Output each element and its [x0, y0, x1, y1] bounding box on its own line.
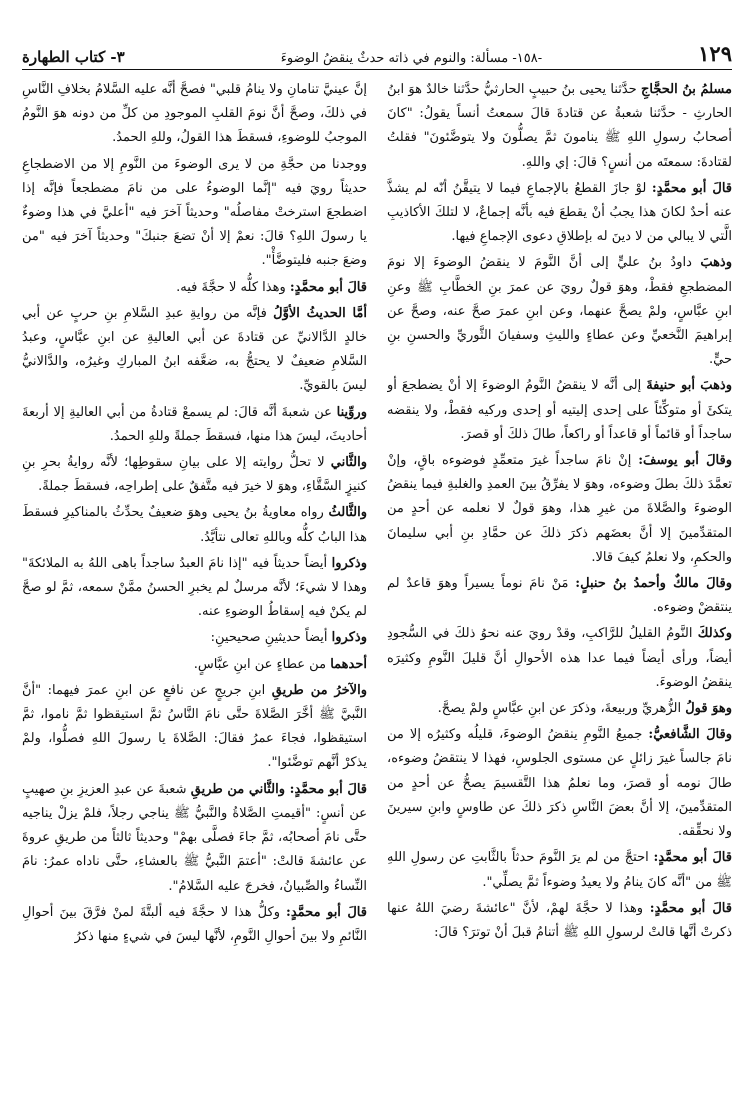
paragraph [22, 679, 367, 776]
paragraph [387, 622, 732, 695]
paragraph-lead: والثَّالثُ [328, 505, 367, 521]
paragraph-lead: وكذلكَ [697, 626, 732, 642]
paragraph-lead: وقالَ أبو يوسفَ: [638, 453, 732, 469]
paragraph-lead: وذكروا [331, 555, 367, 571]
paragraph-lead: وهوَ قولُ [685, 701, 732, 717]
paragraph-text: وهذا لا حجَّةَ لهمْ، لأنَّ "عائشةَ رضيَ اللهُ عنها ذكرتْ أنَّها قالتْ لرسولِ اللهِ ﷺ أتنامُ قبلَ أنْ توترَ؟ قالَ: [387, 900, 732, 940]
paragraph-text: حدَّثنا يحيى بنُ حبيبٍ الحارثيُّ حدَّثنا خالدٌ هوَ ابنُ الحارثِ - حدَّثنا شعبةُ عن قتادةَ قالَ سمعتُ أنساً يقولُ: "كانَ أصحابُ رسولِ اللهِ ﷺ ينامونَ ثمَّ يصلُّونَ ولا يتوضَّئونَ" فقلتُ لقتادةَ: سمعتَه من أنسٍ؟ قالَ: إي واللهِ. [387, 82, 732, 170]
paragraph [22, 778, 367, 899]
paragraph-text: احتجَّ من لم يرَ النَّومَ حدثاً بالثَّابتِ عن رسولِ اللهِ ﷺ من "أنَّه كانَ ينامُ ولا يعيدُ وضوءاً ثمَّ يصلِّي". [387, 850, 732, 890]
paragraph [22, 501, 367, 549]
paragraph-text: وكلُّ هذا لا حجَّةَ فيه ألبتَّةَ لمنْ فرَّقَ بينَ أحوالِ النَّائمِ ولا بينَ أحوالِ النَّومِ، لأنَّها ليسَ في شيءٍ منها ذكرُ [22, 904, 367, 944]
page-header [22, 40, 732, 70]
paragraph-lead: قالَ أبو محمَّدٍ: والثَّاني من طريقِ [190, 781, 367, 797]
paragraph [387, 897, 732, 945]
paragraph-text: عن شعبةَ أنَّه قالَ: لم يسمعْ قتادةُ من أبي العاليةِ إلا أربعةَ أحاديثَ، ليسَ هذا منها، فسقطَ جملةً وللهِ الحمدُ. [22, 404, 367, 444]
paragraph-lead: قالَ أبو محمَّدٍ: [289, 279, 367, 295]
paragraph [22, 626, 367, 650]
paragraph-text: أيضاً حديثينِ صحيحينِ: [210, 630, 328, 646]
paragraph-text: ووجدنا من حجَّةِ من لا يرى الوضوءَ من النَّومِ إلا من الاضطجاعِ حديثاً رويَ فيه "إنَّما الوضوءُ على من نامَ مضطجعاً فإنَّه إذا اضطجعَ استرختْ مفاصلُه" وحديثاً آخرَ فيه "أعليَّ في هذا وضوءٌ يا رسولَ اللهِ؟ قالَ: نعمْ إلا أنْ تضعَ جنبكَ" وحديثاً آخرَ فيه "من وضعَ جنبه فليتوضَّأْ". [22, 156, 367, 269]
paragraph [22, 401, 367, 449]
paragraph [22, 153, 367, 274]
paragraph [387, 572, 732, 620]
paragraph [387, 846, 732, 894]
left-text-column [22, 78, 367, 1088]
paragraph-lead: والآخرُ من طريقِ [271, 682, 367, 698]
paragraph-text: وهذا كلُّه لا حجَّةَ فيه. [176, 279, 286, 295]
paragraph [387, 374, 732, 447]
paragraph-lead: أمَّا الحديثُ الأوَّلُ [273, 305, 367, 321]
paragraph [387, 449, 732, 570]
paragraph-lead: والثَّاني [330, 455, 367, 471]
right-text-column [387, 78, 732, 1088]
paragraph [387, 251, 732, 372]
paragraph-text: الزُّهريِّ وربيعةَ، وذكرَ عن ابنِ عبَّاسٍ ولمْ يصحَّ. [437, 701, 682, 717]
paragraph-text: داودُ بنُ عليٍّ إلى أنَّ النَّومَ لا ينقضُ الوضوءَ إلا نومَ المضطجعِ فقطْ، وهوَ قولٌ رويَ عن عمرَ بنِ الخطَّابِ ﷺ وعنِ ابنِ عبَّاسٍ، ولمْ يصحَّ عنهما، وعن ابنِ عمرَ صحَّ عنه، وصحَّ عن إبراهيمَ النَّخعيِّ وعن عطاءٍ والليثِ وسفيانَ الثَّوريِّ والحسنِ بنِ حيٍّ. [387, 255, 732, 368]
paragraph-text: إنْ نامَ ساجداً غيرَ متعمِّدٍ فوضوءه باقٍ، وإنْ تعمَّدَ ذلكَ بطلَ وضوءه، وهوَ لا يفرِّقُ بينَ العمدِ والغلبةِ فيما ينقضُ الوضوءَ والصَّلاةَ من غيرِ هذا، وهوَ قولٌ لا نعلمه عن أحدٍ من المتقدِّمينَ إلا أنَّ بعضَهم ذكرَ ذلكَ عن حمَّادِ بنِ أبي سليمانَ والحكمِ، ولا نعلمُ كيفَ قالا. [387, 453, 732, 565]
paragraph-lead: قالَ أبو محمَّدٍ: [653, 850, 732, 866]
paragraph-lead: قالَ أبو محمَّدٍ: [286, 904, 367, 920]
paragraph-text: من عطاءٍ عن ابنِ عبَّاسٍ. [193, 656, 327, 672]
paragraph [22, 552, 367, 625]
paragraph-text: جميعُ النَّومِ ينقضُ الوضوءَ، قليلُه وكثيرُه إلا من نامَ جالساً غيرَ زائلٍ عن مستوى الجلوسِ، فهذا لا ينتقضُ وضوءه، طالَ نومه أو قصرَ، وما نعلمُ هذا التَّقسيمَ يصحُّ عن أحدٍ من المتقدِّمينَ، إلا أنَّ بعضَ النَّاسِ ذكرَ ذلكَ عن طاوسٍ وابنِ سيرينَ ولا نحقِّقه. [387, 727, 732, 840]
paragraph-lead: قالَ أبو محمَّدٍ: [651, 180, 732, 196]
paragraph [387, 177, 732, 250]
paragraph-lead: وذهبَ [700, 255, 732, 271]
paragraph-text: أيضاً حديثاً فيه "إذا نامَ العبدُ ساجداً باهى اللهُ به الملائكةَ" وهذا لا شيءَ؛ لأنَّه مرسلٌ لم يخبرِ الحسنُ ممَّنْ سمعه، ثمَّ لو صحَّ لم يكنْ فيه إسقاطُ الوضوءِ عنه. [22, 555, 367, 620]
paragraph [22, 78, 367, 151]
paragraph-lead: قالَ أبو محمَّدٍ: [649, 900, 732, 916]
paragraph [22, 901, 367, 949]
paragraph-lead: وقالَ الشَّافعيُّ: [648, 727, 732, 743]
book-title: ٣- كتاب الطهارة [22, 48, 125, 66]
paragraph [22, 653, 367, 677]
paragraph-text: مَنْ نامَ نوماً يسيراً وهوَ قاعدٌ لم ينتقضْ وضوءه. [387, 576, 732, 616]
paragraph-text: لوْ جازَ القطعُ بالإجماعِ فيما لا يتيقَّنُ أنّه لم يشذَّ عنه أحدٌ لكانَ هذا يجبُ أنْ يقطعَ فيه بأنَّه إجماعٌ، لا لتلكَ الأكاذيبِ الَّتي لا يبالي من لا دينَ له بإطلاقِ دعوى الإجماعِ فيها. [387, 180, 732, 245]
paragraph-text: لا تحلُّ روايته إلا على بيانِ سقوطِها؛ لأنَّه روايةُ بحرِ بنِ كنيزٍ السَّقَّاءِ، وهوَ لا خيرَ فيه متَّفقٌ على إطراحِه، فسقطَ جملةً. [22, 455, 367, 495]
paragraph-lead: أحدهما [330, 656, 367, 672]
running-title: -١٥٨- مسألة: والنوم في ذاته حدثٌ ينقضُ الوضوءَ [280, 51, 543, 66]
paragraph-text: إلى أنَّه لا ينقضُ النَّومُ الوضوءَ إلا أنْ يضطجعَ أو يتكئَ أو متوكِّئاً على إحدى إليتيه أو إحدى وركيه فقطْ، ولا ينقضه ساجداً أو قائماً أو قاعداً أو راكعاً، طالَ ذلكَ أو قصرَ. [387, 378, 732, 442]
paragraph-text: شعبةَ عن عبدِ العزيزِ بنِ صهيبٍ عن أنسٍ: "أقيمتِ الصَّلاةُ والنَّبيُّ ﷺ يناجي رجلاً، فلمْ يزلْ يناجيه حتَّى نامَ أصحابُه، ثمَّ جاءَ فصلَّى بهمْ" وحديثاً ثالثاً من طريقِ عروةَ عن عائشةَ قالتْ: "أعتمَ النَّبيُّ ﷺ بالعشاءِ، حتَّى ناداه عمرُ: نامَ النِّساءُ والصِّبيانُ، فخرجَ عليه السَّلامُ". [22, 781, 367, 894]
paragraph [22, 276, 367, 300]
paragraph [387, 697, 732, 721]
paragraph-lead: وروِّينا [336, 404, 367, 420]
paragraph-text: فإنَّه من روايةِ عبدِ السَّلامِ بنِ حربٍ عن أبي خالدٍ الدَّالانيِّ عن قتادةَ عن أبي العاليةِ عن ابنِ عبَّاسٍ، وعبدُ السَّلامِ ضعيفٌ لا يحتجُّ به، ضعَّفه ابنُ المباركِ وغيرُه، والدَّالانيُّ ليسَ بالقويِّ. [22, 305, 367, 394]
paragraph-text: رواه معاويةُ بنُ يحيى وهوَ ضعيفٌ يحدِّثُ بالمناكيرِ فسقطَ هذا البابُ كلُّه وباللهِ تعالى نتأيَّدُ. [22, 505, 367, 545]
paragraph-lead: وذهبَ أبو حنيفةَ [646, 378, 732, 394]
paragraph-lead: وذكروا [331, 630, 367, 646]
paragraph-text: ابنِ جريجٍ عن نافعٍ عن ابنِ عمرَ فيهما: "أنَّ النَّبيَّ ﷺ أخَّرَ الصَّلاةَ حتَّى نامَ النَّاسُ ثمَّ استيقظوا ثمَّ ناموا، ثمَّ استيقظوا، فجاءَ عمرُ فقالَ: الصَّلاةَ يا رسولَ اللهِ فصلُّوا، ولمْ يذكرْ أنَّهم توضَّئوا". [22, 682, 367, 771]
paragraph [387, 723, 732, 844]
paragraph [22, 302, 367, 399]
paragraph-lead: مسلمُ بنُ الحجَّاجِ [640, 82, 732, 97]
page-number: ١٢٩ [698, 41, 732, 66]
paragraph [22, 451, 367, 499]
paragraph-text: النَّومُ القليلُ للرَّاكبِ، وقدْ رويَ عنه نحوُ ذلكَ في السُّجودِ أيضاً، ورأى أيضاً فيما عدا هذه الأحوالِ أنَّ قليلَ النَّومِ وكثيرَه ينقضُ الوضوءَ. [387, 626, 732, 690]
paragraph-text: إنَّ عينيَّ تنامانِ ولا ينامُ قلبي" فصحَّ أنَّه عليه السَّلامُ بخلافِ النَّاسِ في ذلكَ، وصحَّ أنَّ نومَ القلبِ الموجودِ من كلِّ من دونه هوَ النَّومُ الموجبُ للوضوءِ، فسقطَ هذا القولُ، وللهِ الحمدُ. [22, 82, 367, 146]
paragraph-lead: وقالَ مالكٌ وأحمدُ بنُ حنبلٍ: [575, 576, 732, 592]
paragraph [387, 78, 732, 175]
